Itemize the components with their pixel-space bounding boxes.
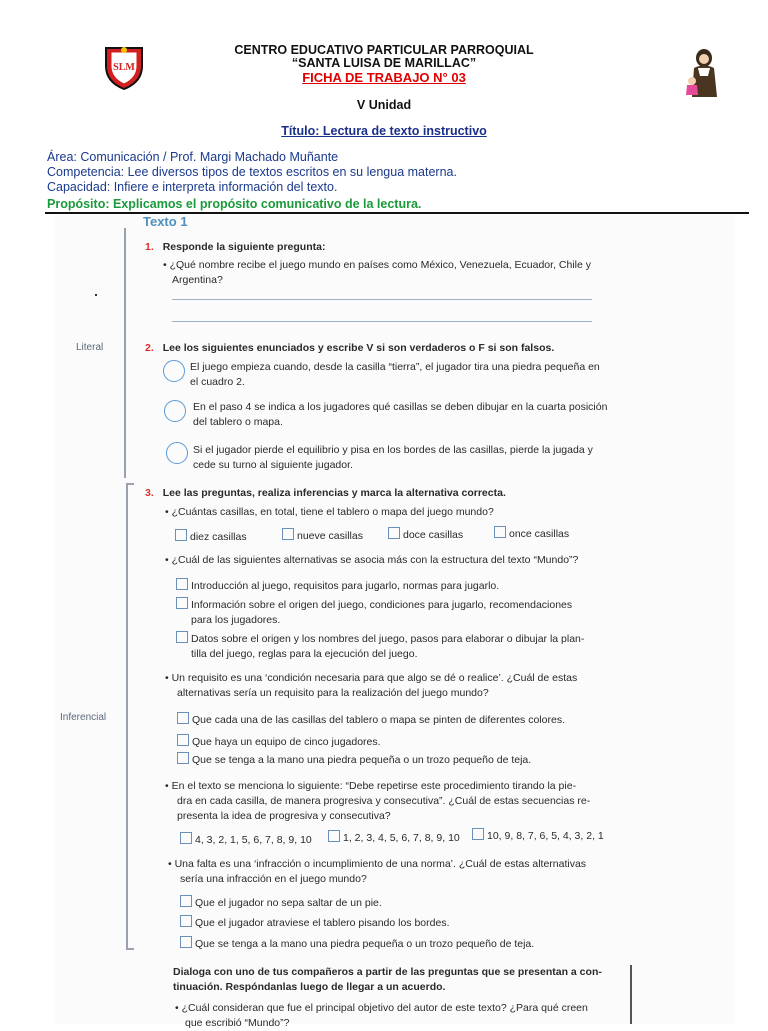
dialog-line-2: tinuación. Respóndanlas luego de llegar a un acuerdo. <box>173 981 446 993</box>
dialog-instructions <box>173 965 602 995</box>
q3d-question-a: • En el texto se menciona lo siguiente: “Debe repetirse este procedimiento tirando la pie- <box>165 780 577 792</box>
q3e-question-b: sería una infracción en el juego mundo? <box>180 873 367 885</box>
competencia-line: Competencia: Lee diversos tipos de textos escritos en su lengua materna. <box>47 165 457 179</box>
q3a-option-3[interactable] <box>388 527 463 541</box>
literal-bracket <box>124 228 126 478</box>
q2-statement-1-a: El juego empieza cuando, desde la casilla “tierra”, el jugador tira una piedra pequeña en <box>190 361 600 373</box>
q2-statement-1-b: el cuadro 2. <box>190 376 245 388</box>
q3-number: 3. <box>145 487 154 499</box>
q3a-option-4-label: once casillas <box>509 528 570 540</box>
unidad-label: V Unidad <box>356 98 412 112</box>
q1-question: • ¿Qué nombre recibe el juego mundo en países como México, Venezuela, Ecuador, Chile y <box>163 259 591 271</box>
q3c-option-3[interactable] <box>177 752 531 766</box>
checkbox[interactable] <box>176 597 188 609</box>
q3c-option-1-label: Que cada una de las casillas del tablero o mapa se pinten de diferentes colores. <box>192 714 565 726</box>
q3c-option-2[interactable] <box>177 734 381 748</box>
dialog-line-1: Dialoga con uno de tus compañeros a partir de las preguntas que se presentan a con- <box>173 966 602 978</box>
q3a-option-2-label: nueve casillas <box>297 530 363 542</box>
proposito-line: Propósito: Explicamos el propósito comunicativo de la lectura. <box>47 197 422 211</box>
q3d-option-1-label: 4, 3, 2, 1, 5, 6, 7, 8, 9, 10 <box>195 834 312 846</box>
q1-title: Responde la siguiente pregunta: <box>162 241 326 253</box>
checkbox[interactable] <box>494 526 506 538</box>
q3b-option-1-label: Introducción al juego, requisitos para jugarlo, normas para jugarlo. <box>191 580 500 592</box>
q2-statement-3 <box>193 443 593 473</box>
q2-number: 2. <box>145 342 154 354</box>
checkbox[interactable] <box>175 529 187 541</box>
capacidad-line: Capacidad: Infiere e interpreta información del texto. <box>47 180 338 194</box>
checkbox[interactable] <box>177 712 189 724</box>
bracket-top-tick <box>126 483 134 485</box>
q3d-option-3[interactable] <box>472 828 604 842</box>
q3b-option-3[interactable] <box>176 631 584 662</box>
q2-heading <box>145 341 554 356</box>
checkbox[interactable] <box>180 832 192 844</box>
logo-text: SLM <box>113 62 135 73</box>
q3e-question <box>168 857 586 887</box>
q3c-question-b: alternativas sería un requisito para la realización del juego mundo? <box>177 687 489 699</box>
q2-statement-2-a: En el paso 4 se indica a los jugadores qué casillas se deben dibujar en la cuarta posición <box>193 401 608 413</box>
school-subtitle: “SANTA LUISA DE MARILLAC” <box>291 56 477 70</box>
q2-answer-circle-2[interactable] <box>164 400 186 422</box>
q3c-option-2-label: Que haya un equipo de cinco jugadores. <box>192 736 381 748</box>
q2-statement-1 <box>190 360 600 390</box>
q3d-option-2[interactable] <box>328 830 460 844</box>
q1-number: 1. <box>145 241 154 253</box>
q3a-option-1-label: diez casillas <box>190 531 247 543</box>
q3a-option-3-label: doce casillas <box>403 529 464 541</box>
checkbox[interactable] <box>180 936 192 948</box>
q3b-question: • ¿Cuál de las siguientes alternativas se asocia más con la estructura del texto “Mundo”? <box>165 554 579 566</box>
q3d-option-2-label: 1, 2, 3, 4, 5, 6, 7, 8, 9, 10 <box>343 832 460 844</box>
area-line: Área: Comunicación / Prof. Margi Machado Muñante <box>47 150 339 164</box>
checkbox[interactable] <box>176 578 188 590</box>
checkbox[interactable] <box>472 828 484 840</box>
dialog-question-b: que escribió “Mundo”? <box>185 1017 290 1029</box>
q3d-option-1[interactable] <box>180 832 312 846</box>
q1-heading <box>145 240 325 255</box>
dialog-question <box>175 1001 588 1031</box>
q3d-option-3-label: 10, 9, 8, 7, 6, 5, 4, 3, 2, 1 <box>487 830 604 842</box>
q3b-option-2-label-cont: para los jugadores. <box>191 614 281 626</box>
q3c-question <box>165 671 577 701</box>
ficha-title: FICHA DE TRABAJO N° 03 <box>302 70 466 85</box>
inferencial-bracket <box>126 484 128 950</box>
q3b-option-3-label-cont: tilla del juego, reglas para la ejecución del juego. <box>191 648 418 660</box>
q3e-option-3[interactable] <box>180 936 534 950</box>
q3b-option-2[interactable] <box>176 597 572 628</box>
q3a-question: • ¿Cuántas casillas, en total, tiene el tablero o mapa del juego mundo? <box>165 506 494 518</box>
q3d-question <box>165 779 590 824</box>
dot-mark <box>95 294 97 296</box>
q2-answer-circle-3[interactable] <box>166 442 188 464</box>
q3e-option-1[interactable] <box>180 895 382 909</box>
checkbox[interactable] <box>177 734 189 746</box>
q3-heading <box>145 486 506 501</box>
q2-statement-2 <box>193 400 607 430</box>
checkbox[interactable] <box>282 528 294 540</box>
q3b-option-1[interactable] <box>176 578 499 592</box>
checkbox[interactable] <box>176 631 188 643</box>
q3e-option-2[interactable] <box>180 915 450 929</box>
bracket-bottom-tick <box>126 948 134 950</box>
q2-title: Lee los siguientes enunciados y escribe V si son verdaderos o F si son falsos. <box>162 342 555 354</box>
literal-label: Literal <box>76 342 104 353</box>
q2-statement-2-b: del tablero o mapa. <box>193 416 283 428</box>
q3e-option-1-label: Que el jugador no sepa saltar de un pie. <box>195 897 382 909</box>
q3a-option-4[interactable] <box>494 526 569 540</box>
q2-answer-circle-1[interactable] <box>163 360 185 382</box>
q3e-option-3-label: Que se tenga a la mano una piedra pequeña o un trozo pequeño de teja. <box>195 938 535 950</box>
q3c-option-3-label: Que se tenga a la mano una piedra pequeña o un trozo pequeño de teja. <box>192 754 532 766</box>
q1-answer-line-1[interactable] <box>172 299 592 300</box>
q3a-option-2[interactable] <box>282 528 363 542</box>
dialog-right-border <box>630 965 632 1024</box>
q1-question-cont: Argentina? <box>172 274 223 286</box>
lesson-title: Título: Lectura de texto instructivo <box>281 124 487 138</box>
q3c-question-a: • Un requisito es una ‘condición necesaria para que algo se dé o realice’. ¿Cuál de estas <box>165 672 578 684</box>
checkbox[interactable] <box>180 895 192 907</box>
checkbox[interactable] <box>180 915 192 927</box>
school-name: CENTRO EDUCATIVO PARTICULAR PARROQUIAL <box>234 43 534 57</box>
q3b-option-3-label: Datos sobre el origen y los nombres del juego, pasos para elaborar o dibujar la plan- <box>191 633 585 645</box>
checkbox[interactable] <box>388 527 400 539</box>
q3a-option-1[interactable] <box>175 529 247 543</box>
q3d-question-c: presenta la idea de progresiva y consecutiva? <box>177 810 391 822</box>
q2-statement-3-a: Si el jugador pierde el equilibrio y pisa en los bordes de las casillas, pierde la jugada y <box>193 444 593 456</box>
q3b-option-2-label: Información sobre el origen del juego, condiciones para jugarlo, recomendaciones <box>191 599 573 611</box>
checkbox[interactable] <box>328 830 340 842</box>
q3c-option-1[interactable] <box>177 712 565 726</box>
q3d-question-b: dra en cada casilla, de manera progresiva y consecutiva”. ¿Cuál de estas secuencias re- <box>177 795 591 807</box>
q3e-option-2-label: Que el jugador atraviese el tablero pisando los bordes. <box>195 917 450 929</box>
q3e-question-a: • Una falta es una ‘infracción o incumplimiento de una norma’. ¿Cuál de estas alternativas <box>168 858 587 870</box>
checkbox[interactable] <box>177 752 189 764</box>
inferencial-label: Inferencial <box>60 712 107 723</box>
texto-label: Texto 1 <box>143 214 188 229</box>
dialog-question-a: • ¿Cuál consideran que fue el principal objetivo del autor de este texto? ¿Para qué creen <box>175 1002 588 1014</box>
q3-title: Lee las preguntas, realiza inferencias y marca la alternativa correcta. <box>162 487 506 499</box>
q2-statement-3-b: cede su turno al siguiente jugador. <box>193 459 353 471</box>
q1-answer-line-2[interactable] <box>172 321 592 322</box>
